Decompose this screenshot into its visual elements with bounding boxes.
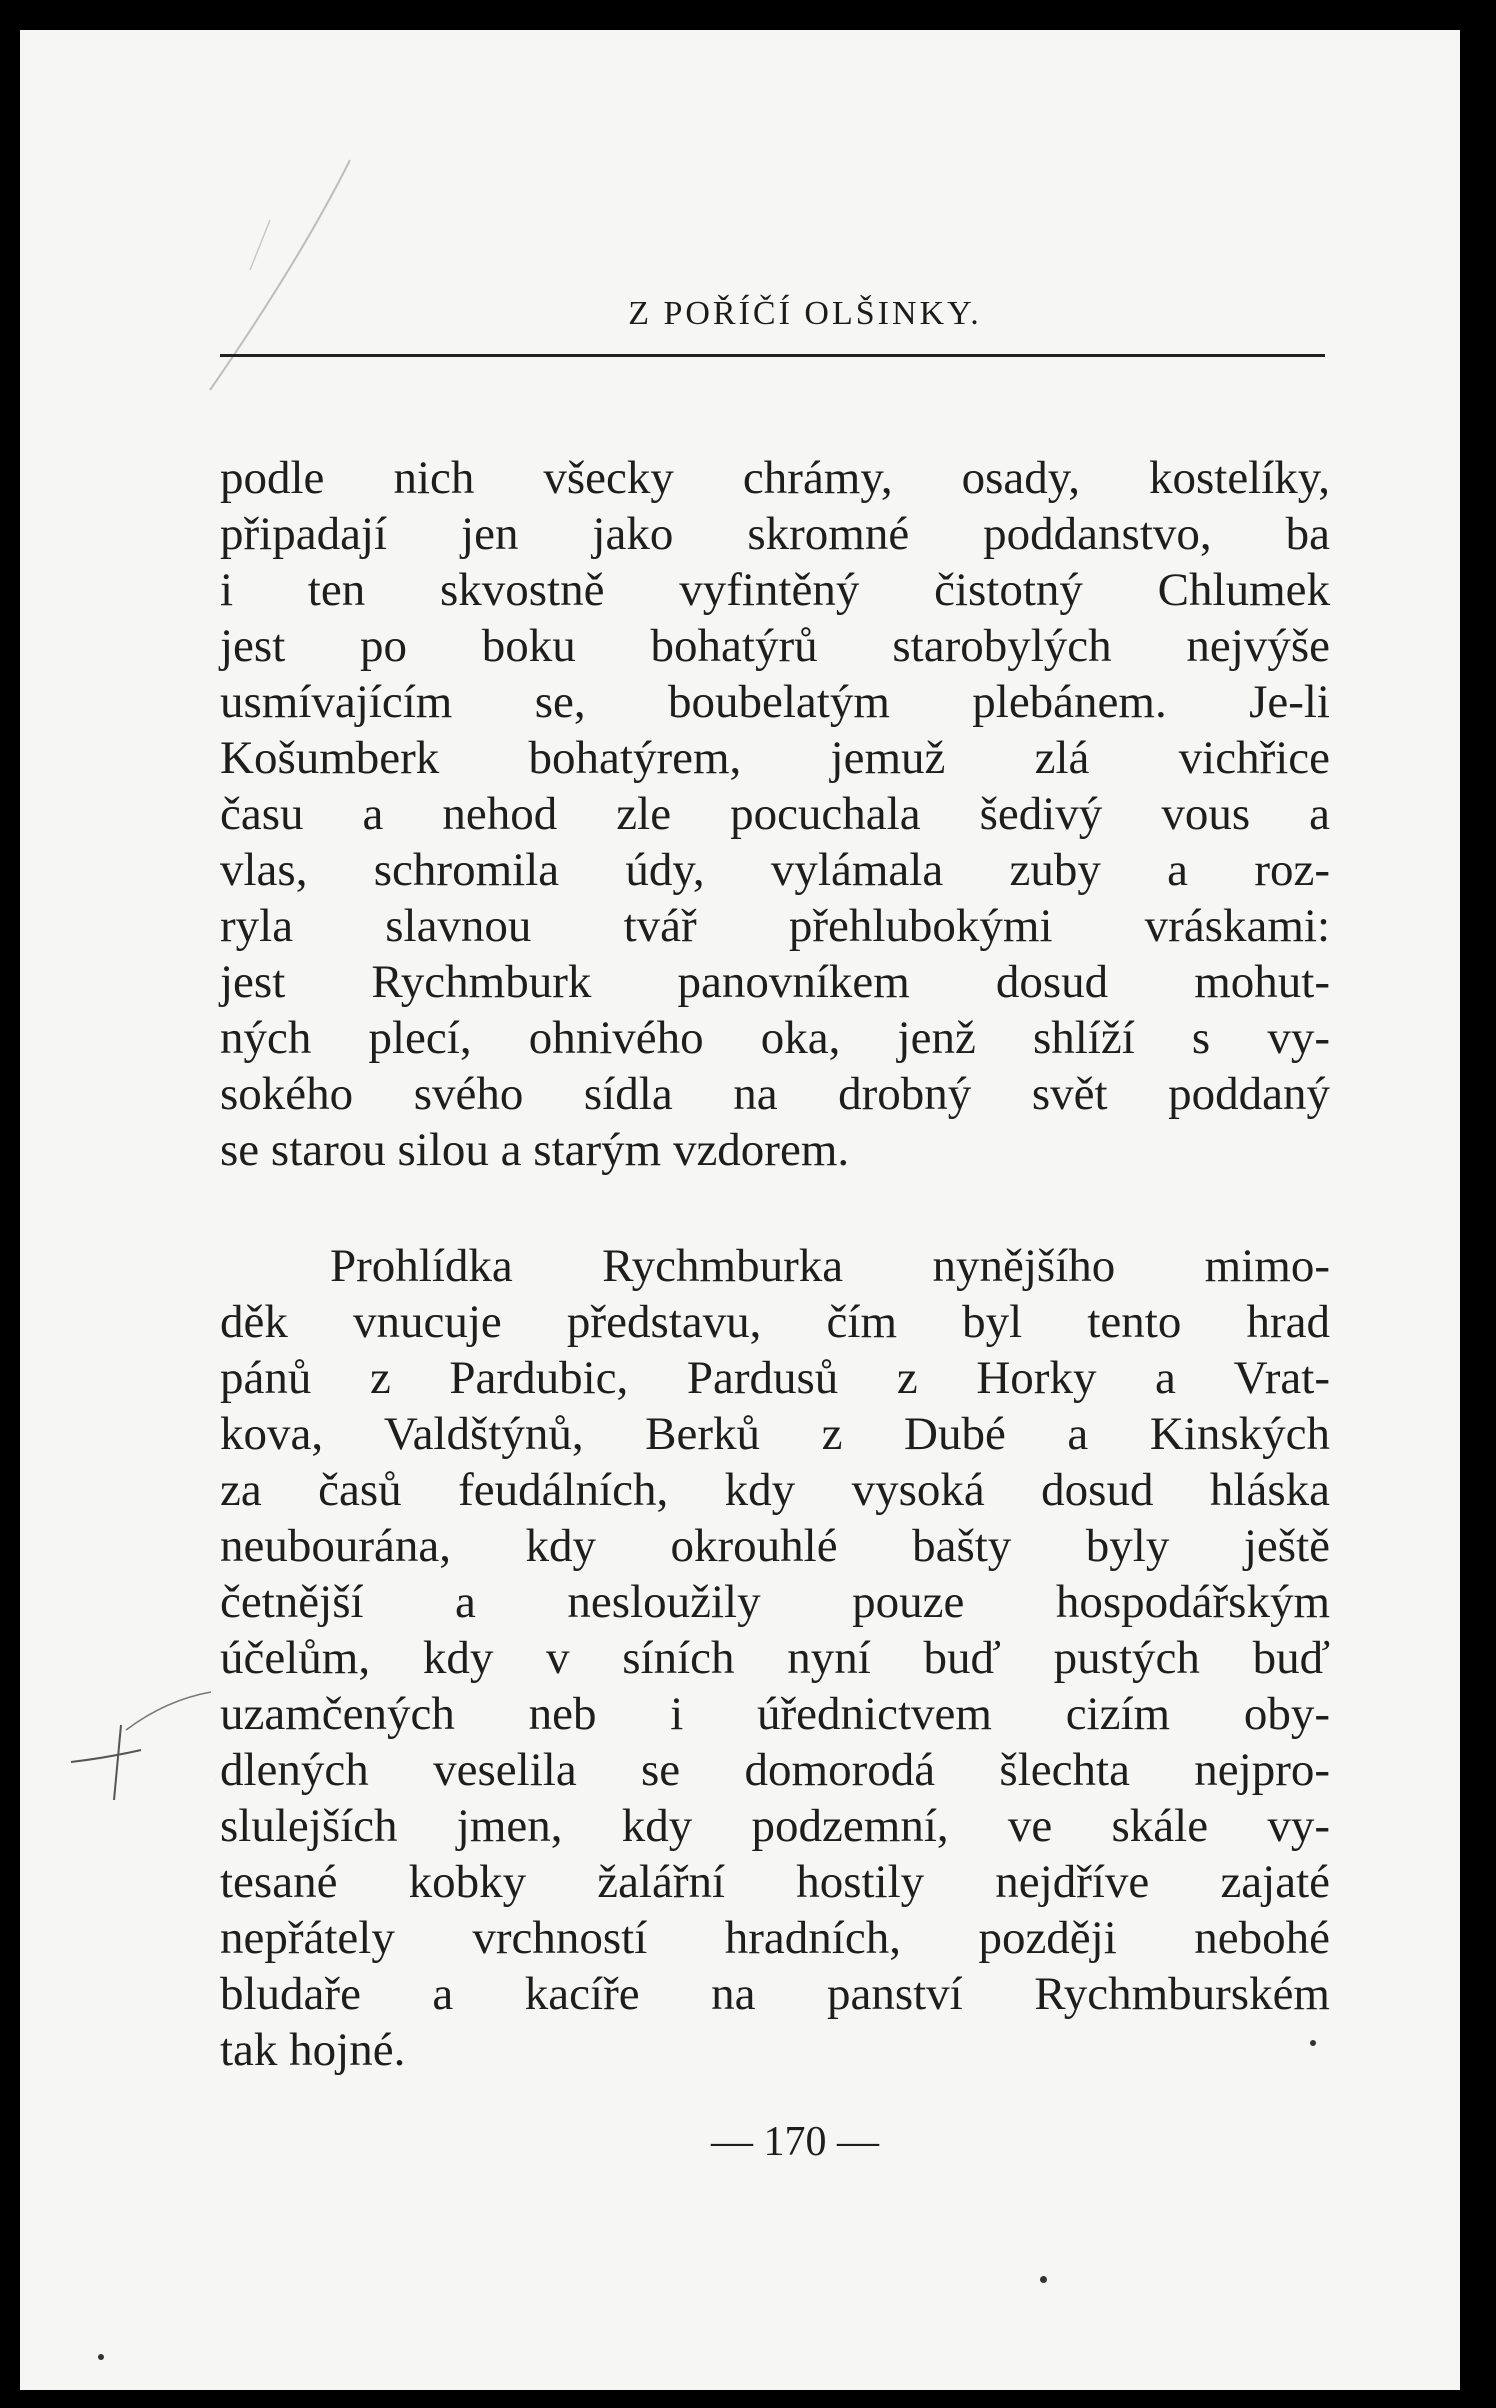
text-line: četnější a nesloužily pouze hospodářským [220, 1576, 1330, 1628]
text-line: Prohlídka Rychmburka nynějšího mimo- [330, 1240, 1330, 1292]
text-line: nepřátely vrchností hradních, později nebohé [220, 1912, 1330, 1964]
book-page [20, 30, 1460, 2390]
text-line: ryla slavnou tvář přehlubokými vráskami: [220, 900, 1330, 952]
text-line: Košumberk bohatýrem, jemuž zlá vichřice [220, 732, 1330, 784]
text-line: sokého svého sídla na drobný svět poddaný [220, 1068, 1330, 1120]
handwritten-cross-mark [66, 1670, 216, 1810]
text-line: bludaře a kacíře na panství Rychmburském [220, 1968, 1330, 2020]
paper-scratch-mark [150, 140, 390, 420]
text-line: tak hojné. [220, 2024, 406, 2076]
header-rule [220, 354, 1325, 357]
text-line: slulejších jmen, kdy podzemní, ve skále vy- [220, 1800, 1330, 1852]
text-line: času a nehod zle pocuchala šedivý vous a [220, 788, 1330, 840]
text-line: podle nich všecky chrámy, osady, kostelíky, [220, 452, 1330, 504]
text-line: jest po boku bohatýrů starobylých nejvýše [220, 620, 1330, 672]
text-line: účelům, kdy v síních nyní buď pustých buď [220, 1632, 1330, 1684]
text-line: ných plecí, ohnivého oka, jenž shlíží s vy- [220, 1012, 1330, 1064]
running-title: Z POŘÍČÍ OLŠINKY. [628, 295, 982, 332]
paper-speck [98, 2354, 104, 2360]
text-line: i ten skvostně vyfintěný čistotný Chlumek [220, 564, 1330, 616]
paper-speck [1040, 2276, 1047, 2283]
paper-speck [1310, 2040, 1316, 2046]
text-line: za časů feudálních, kdy vysoká dosud hláska [220, 1464, 1330, 1516]
text-line: děk vnucuje představu, čím byl tento hrad [220, 1296, 1330, 1348]
text-line: dlených veselila se domorodá šlechta nejpro- [220, 1744, 1330, 1796]
text-line: usmívajícím se, boubelatým plebánem. Je-li [220, 676, 1330, 728]
paragraph-1 [220, 450, 1330, 1178]
text-line: uzamčených neb i úřednictvem cizím oby- [220, 1688, 1330, 1740]
text-line: pánů z Pardubic, Pardusů z Horky a Vrat- [220, 1352, 1330, 1404]
text-line: jest Rychmburk panovníkem dosud mohut- [220, 956, 1330, 1008]
text-line: připadají jen jako skromné poddanstvo, ba [220, 508, 1330, 560]
text-line: kova, Valdštýnů, Berků z Dubé a Kinských [220, 1408, 1330, 1460]
paragraph-2 [220, 1238, 1330, 2078]
page-number: — 170 — [711, 2119, 879, 2165]
text-line: tesané kobky žalářní hostily nejdříve zajaté [220, 1856, 1330, 1908]
text-line: se starou silou a starým vzdorem. [220, 1124, 850, 1176]
text-line: neubourána, kdy okrouhlé bašty byly ještě [220, 1520, 1330, 1572]
text-line: vlas, schromila údy, vylámala zuby a roz- [220, 844, 1330, 896]
